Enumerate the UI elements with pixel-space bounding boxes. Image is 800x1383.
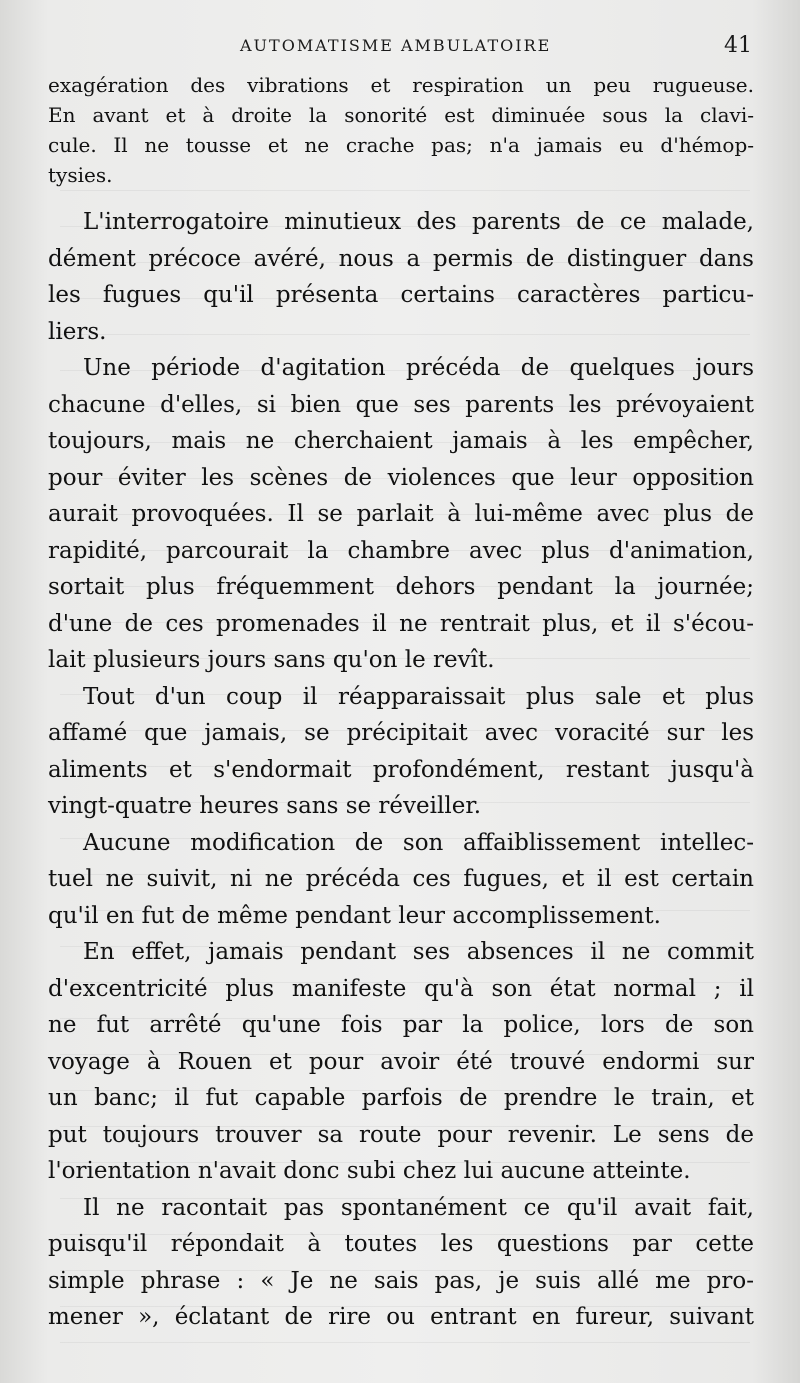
- text-line: liers.: [48, 318, 107, 345]
- running-title: AUTOMATISME AMBULATOIRE: [240, 36, 552, 55]
- page-number: 41: [724, 33, 752, 58]
- paragraph: [13, 825, 754, 935]
- text-line: L'interrogatoire minutieux des parents de ce malade,: [83, 209, 754, 235]
- paragraph: [13, 1190, 754, 1336]
- paragraph: [13, 934, 754, 1190]
- text-line: chacune d'elles, si bien que ses parents les prévoyaient: [48, 391, 754, 418]
- text-line: aliments et s'endormait profondément, restant jusqu'à: [48, 756, 754, 783]
- text-line: ne fut arrêté qu'une fois par la police, lors de son: [48, 1012, 754, 1038]
- text-line: Il ne racontait pas spontanément ce qu'il avait fait,: [83, 1194, 754, 1221]
- text-line: tuel ne suivit, ni ne précéda ces fugues, et il est certain: [48, 866, 754, 892]
- text-line: dément précoce avéré, nous a permis de distinguer dans: [48, 245, 754, 272]
- text-line: un banc; il fut capable parfois de prendre le train, et: [48, 1085, 754, 1111]
- text-line: cule. Il ne tousse et ne crache pas; n'a jamais eu d'hémop-: [48, 133, 754, 157]
- text-line: En effet, jamais pendant ses absences il ne commit: [83, 939, 754, 965]
- text-line: vingt-quatre heures sans se réveiller.: [48, 793, 482, 819]
- text-line: aurait provoquées. Il se parlait à lui-même avec plus de: [48, 501, 754, 527]
- page-header: [0, 33, 800, 60]
- text-line: rapidité, parcourait la chambre avec plus d'animation,: [48, 537, 754, 564]
- text-line: toujours, mais ne cherchaient jamais à les empêcher,: [48, 428, 754, 454]
- text-line: lait plusieurs jours sans qu'on le revît.: [48, 647, 495, 673]
- text-line: simple phrase : « Je ne sais pas, je suis allé me pro-: [48, 1267, 754, 1294]
- text-line: exagération des vibrations et respiration un peu rugueuse.: [48, 73, 754, 97]
- text-line: pour éviter les scènes de violences que leur opposition: [48, 464, 754, 491]
- text-line: Aucune modification de son affaiblissement intellec-: [83, 829, 754, 856]
- text-line: affamé que jamais, se précipitait avec voracité sur les: [48, 720, 754, 746]
- lead-paragraph: [48, 70, 754, 190]
- text-line: d'excentricité plus manifeste qu'à son état normal ; il: [48, 975, 754, 1002]
- text-line: En avant et à droite la sonorité est diminuée sous la clavi-: [48, 103, 754, 127]
- paragraph: [13, 204, 754, 350]
- text-line: tysies.: [48, 163, 113, 187]
- paragraph: [13, 679, 754, 825]
- text-line: puisqu'il répondait à toutes les questions par cette: [48, 1231, 754, 1257]
- text-line: mener », éclatant de rire ou entrant en fureur, suivant: [48, 1304, 754, 1330]
- text-line: Une période d'agitation précéda de quelques jours: [83, 355, 754, 381]
- text-line: l'orientation n'avait donc subi chez lui aucune atteinte.: [48, 1158, 691, 1184]
- text-line: sortait plus fréquemment dehors pendant la journée;: [48, 574, 754, 600]
- text-line: voyage à Rouen et pour avoir été trouvé endormi sur: [48, 1048, 754, 1075]
- text-line: put toujours trouver sa route pour revenir. Le sens de: [48, 1121, 754, 1148]
- text-line: Tout d'un coup il réapparaissait plus sale et plus: [83, 683, 754, 710]
- page-body: [48, 70, 754, 1336]
- text-line: qu'il en fut de même pendant leur accomplissement.: [48, 902, 661, 929]
- text-line: les fugues qu'il présenta certains caractères particu-: [48, 282, 754, 308]
- text-line: d'une de ces promenades il ne rentrait plus, et il s'écou-: [48, 610, 754, 637]
- paragraph: [13, 350, 754, 679]
